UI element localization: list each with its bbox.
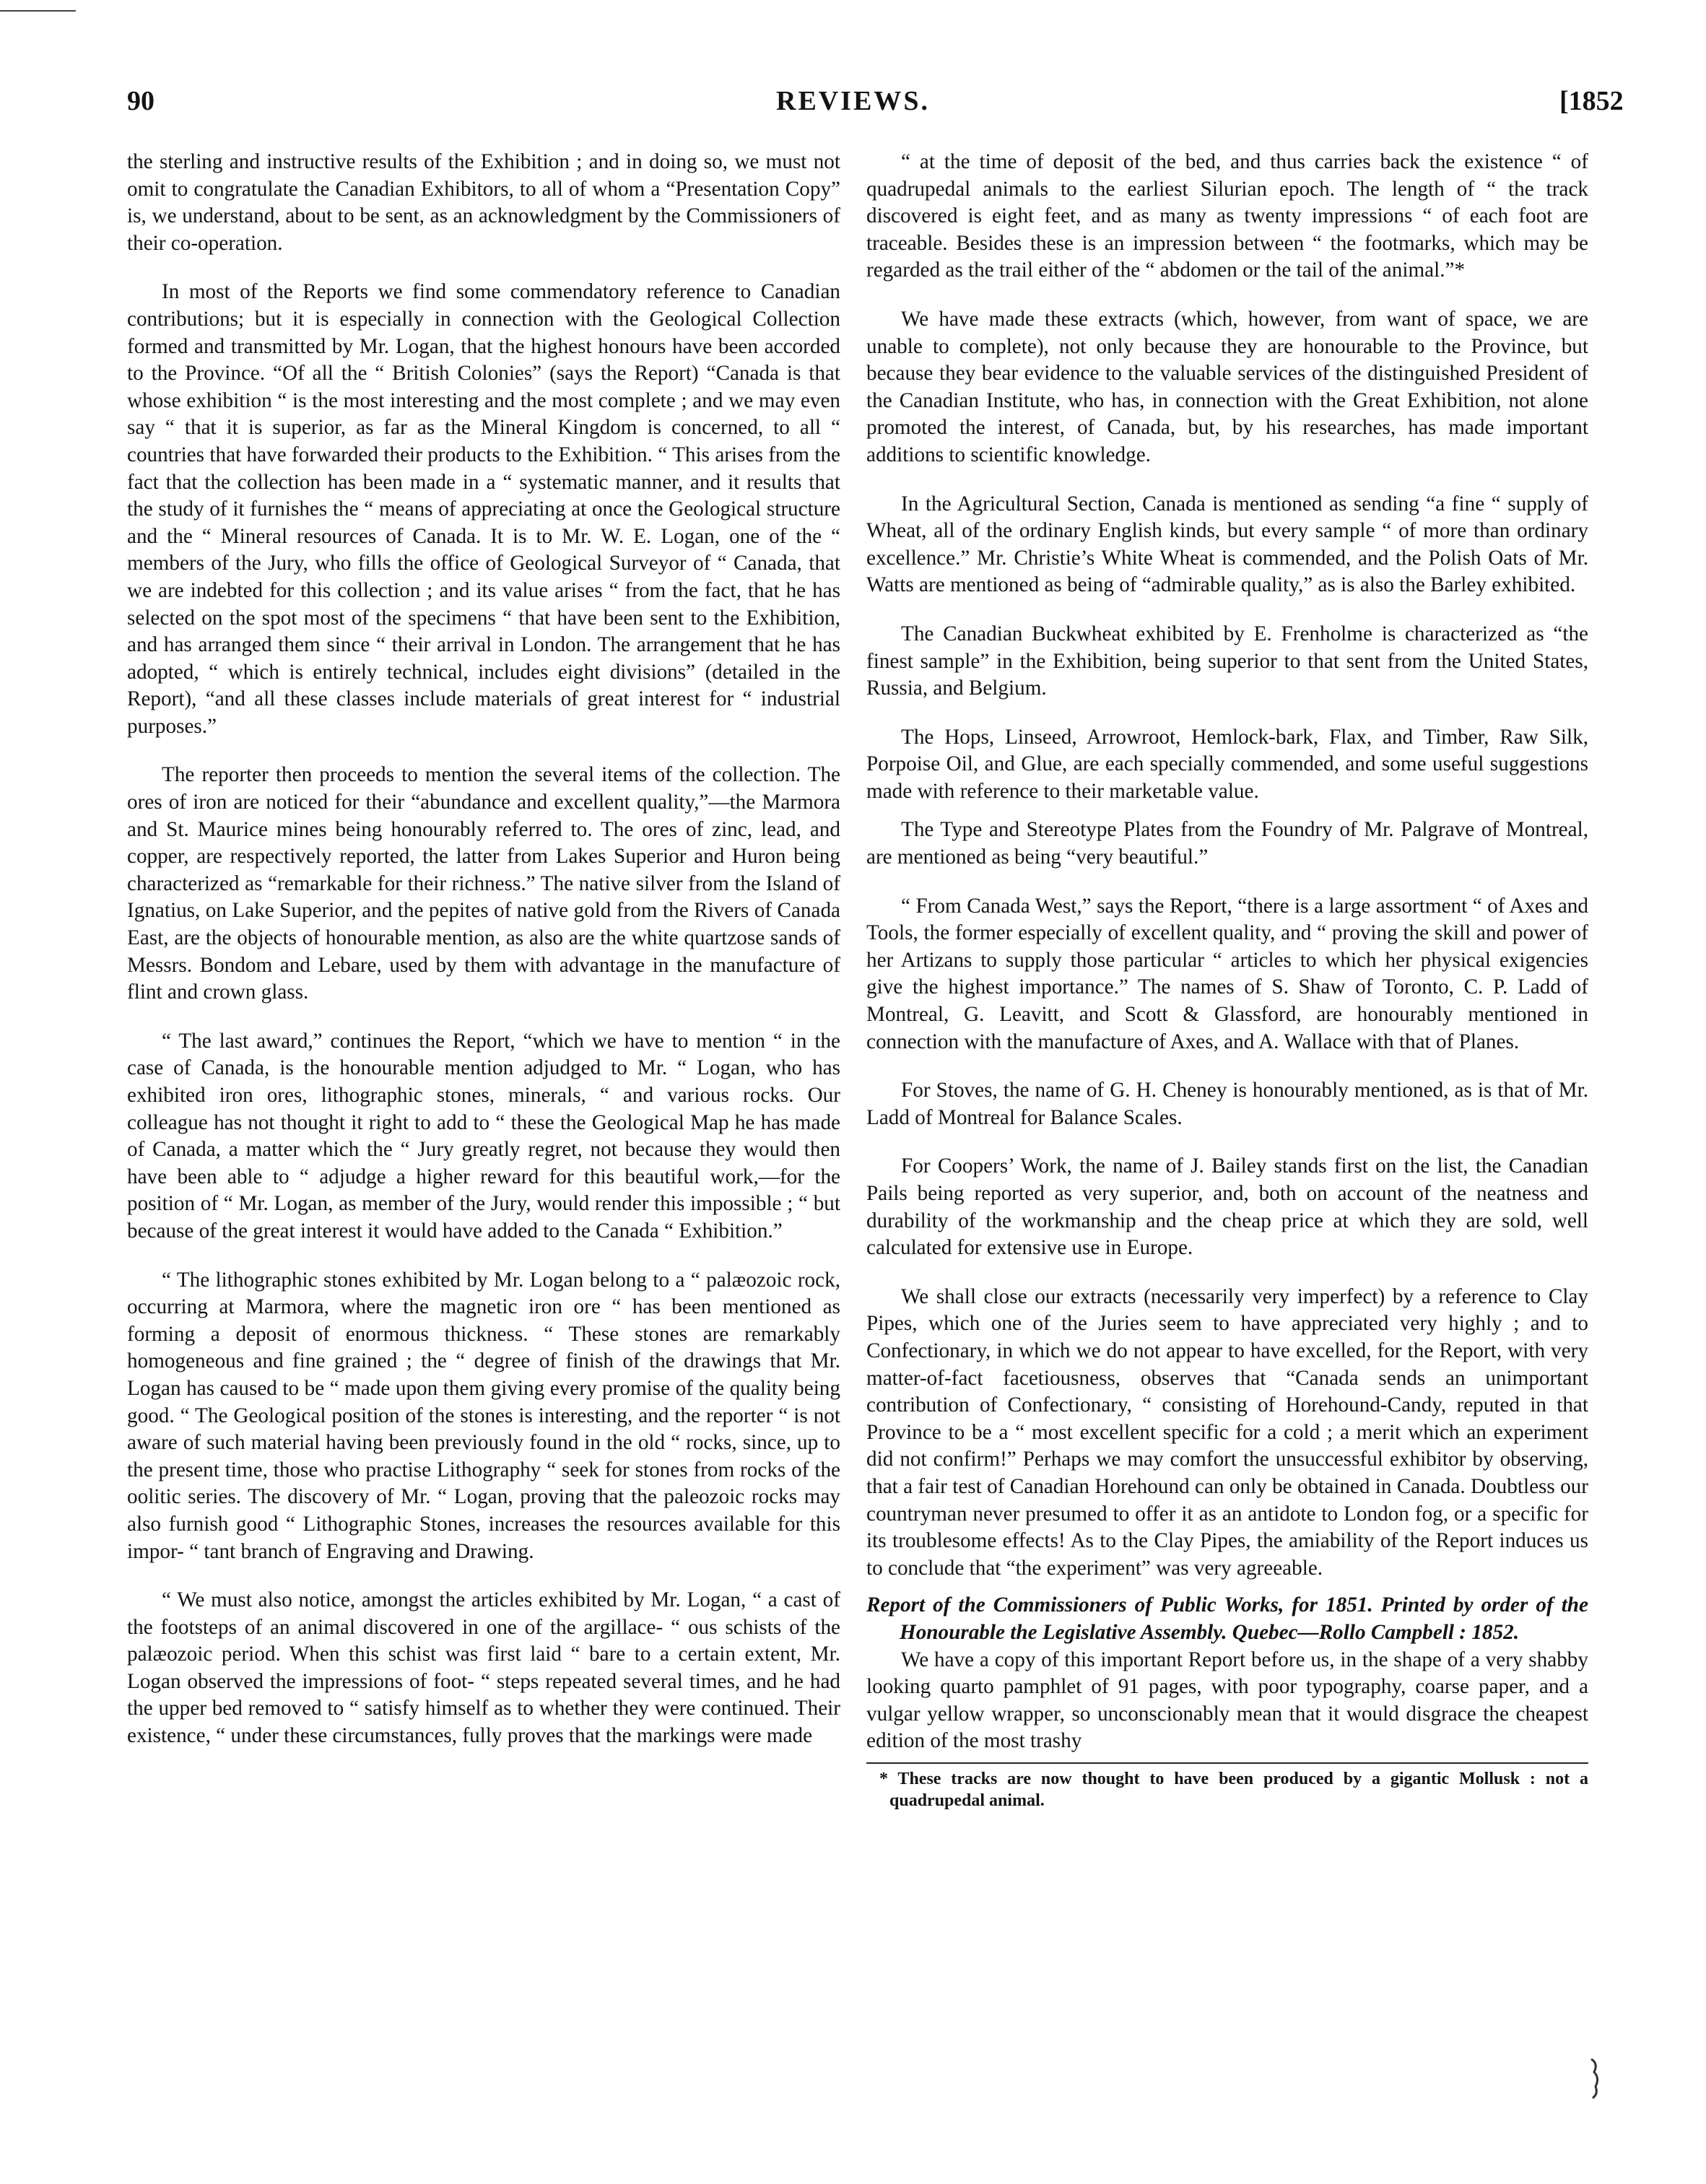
paragraph: “ From Canada West,” says the Report, “there is a large assortment “ of Axes and Tools, the former especially of excellent quality, and “ proving the skill and power of her Artizans to supply those particular “ articles to which her physical exigencies give the highest importance.” The names of S. Shaw of Toronto, C. P. Ladd of Montreal, G. Leavitt, and Scott & Glassford, are honourably mentioned in connection with the manufacture of Axes, and A. Wallace with that of Planes. — [866, 894, 1588, 1053]
paragraph: For Coopers’ Work, the name of J. Bailey stands first on the list, the Canadian Pails being reported as very superior, and, both on account of the neatness and durability of the workmanship and the cheap price at which they are sold, well calculated for extensive use in Europe. — [866, 1154, 1588, 1260]
paragraph: The reporter then proceeds to mention the several items of the collection. The ores of iron are noticed for their “abundance and excellent quality,”—the Marmora and St. Maurice mines being honourably referred to. The ores of zinc, lead, and copper, are respectively reported, the latter from Lakes Superior and Huron being characterized as “remarkable for their richness.” The native silver from the Island of Ignatius, on Lake Superior, and the pepites of native gold from the Rivers of Canada East, are the objects of honourable mention, as also are the white quartzose sands of Messrs. Bondom and Lebare, used by them with advantage in the manufacture of flint and crown glass. — [127, 763, 840, 1004]
paragraph: In the Agricultural Section, Canada is mentioned as sending “a fine “ supply of Wheat, all of the ordinary English kinds, but every sample “ of more than ordinary excellence.” Mr. Christie’s White Wheat is commended, and the Polish Oats of Mr. Watts are mentioned as being of “admirable quality,” as is also the Barley exhibited. — [866, 492, 1588, 597]
left-column — [127, 149, 840, 1750]
footnote-divider — [866, 1762, 1588, 1764]
page-number: 90 — [127, 86, 155, 116]
paragraph: We have made these extracts (which, however, from want of space, we are unable to complete), not only because they are honourable to the Province, but because they bear evidence to the valuable services of the distinguished President of the Canadian Institute, who has, in connection with the Great Exhibition, not alone promoted the interest, of Canada, but, by his researches, has made important additions to scientific knowledge. — [866, 307, 1588, 466]
paragraph: In most of the Reports we find some commendatory reference to Canadian contributions; but it is especially in connection with the Geological Collection formed and transmitted by Mr. Logan, that the highest honours have been accorded to the Province. “Of all the “ British Colonies” (says the Report) “Canada is that whose exhibition “ is the most interesting and the most complete ; and we may even say “ that it is superior, as far as the Mineral Kingdom is concerned, to all “ countries that have forwarded their products to the Exhibition. “ This arises from the fact that the collection has been made in a “ systematic manner, and it results that the study of it furnishes the “ means of appreciating at once the Geological structure and the “ Mineral resources of Canada. It is to Mr. W. E. Logan, one of the “ members of the Jury, who fills the office of Geological Surveyor of “ Canada, that we are indebted for this collection ; and its value arises “ from the fact, that he has selected on the spot most of the specimens “ that have been sent to the Exhibition, and has arranged them since “ their arrival in London. The arrangement that he has adopted, “ which is entirely technical, includes eight divisions” (detailed in the Report), “and all these classes include materials of great interest for “ industrial purposes.” — [127, 280, 840, 738]
paragraph: The Hops, Linseed, Arrowroot, Hemlock-bark, Flax, and Timber, Raw Silk, Porpoise Oil, and Glue, are each specially commended, and some useful suggestions made with reference to their marketable value. — [866, 725, 1588, 803]
paragraph: The Canadian Buckwheat exhibited by E. Frenholme is characterized as “the finest sample” in the Exhibition, being superior to that sent from the United States, Russia, and Belgium. — [866, 622, 1588, 700]
review-opening-paragraph: We have a copy of this important Report before us, in the shape of a very shabby looking quarto pamphlet of 91 pages, with poor typography, coarse paper, and a vulgar yellow wrapper, so unconscionably mean that it would disgrace the cheapest edition of the most trashy — [866, 1648, 1588, 1753]
paragraph: “ The lithographic stones exhibited by Mr. Logan belong to a “ palæozoic rock, occurring at Marmora, where the magnetic iron ore “ has been mentioned as forming a deposit of enormous thickness. “ These stones are remarkably homogeneous and fine grained ; the “ degree of finish of the drawings that Mr. Logan has caused to be “ made upon them giving every promise of the quality being good. “ The Geological position of the stones is interesting, and the reporter “ is not aware of such material having been previously found in the old “ rocks, since, up to the present time, those who practise Lithography “ seek for stones from rocks of the oolitic series. The discovery of Mr. “ Logan, proving that the paleozoic rocks may also furnish good “ Lithographic Stones, increases the resources available for this impor- “ tant branch of Engraving and Drawing. — [127, 1268, 840, 1563]
paragraph: “ at the time of deposit of the bed, and thus carries back the existence “ of quadrupedal animals to the earliest Silurian epoch. The length of “ the track discovered is eight feet, and as many as twenty impressions “ of each foot are traceable. Besides these is an impression between “ the footmarks, which may be regarded as the trail either of the “ abdomen or the tail of the animal.”* — [866, 150, 1588, 282]
paragraph: “ We must also notice, amongst the articles exhibited by Mr. Logan, “ a cast of the footsteps of an animal discovered in one of the argillace- “ ous schists of the palæozoic period. When this schist was first laid “ bare to a certain extent, Mr. Logan observed the impressions of foot- “ steps repeated several times, and he had the upper bed removed to “ satisfy himself as to whether they were continued. Their existence, “ under these circumstances, fully proves that the markings were made — [127, 1588, 840, 1748]
paragraph: We shall close our extracts (necessarily very imperfect) by a reference to Clay Pipes, which one of the Juries seem to have appreciated very highly ; and to Confectionary, in which we do not appear to have excelled, for the Report, with very matter-of-fact facetiousness, observes that “Canada sends an unimportant contribution of Confectionary, “ consisting of Horehound-Candy, reputed in that Province to be a “ most excellent specific for a cold ; a merit which an experiment did not confirm!” Perhaps we may comfort the unsuccessful exhibitor by observing, that a fair test of Canadian Horehound can only be obtained in Canada. Doubtless our countryman never presumed to offer it as an antidote to London fog, or a specific for its troublesome effects! As to the Clay Pipes, the amiability of the Report induces us to conclude that “the experiment” was very agreeable. — [866, 1284, 1588, 1580]
paragraph: “ The last award,” continues the Report, “which we have to mention “ in the case of Canada, is the honourable mention adjudged to Mr. “ Logan, who has exhibited iron ores, lithographic stones, minerals, “ and various rocks. Our colleague has not thought it right to add to “ these the Geological Map he has made of Canada, a matter which the “ Jury greatly regret, not because they would then have been able to “ adjudge a higher reward for this beautiful work,—for the position of “ Mr. Logan, as member of the Jury, would render this impossible ; “ but because of the great interest it would have added to the Canada “ Exhibition.” — [127, 1029, 840, 1243]
scan-edge-rule — [0, 10, 76, 12]
paragraph: For Stoves, the name of G. H. Cheney is honourably mentioned, as is that of Mr. Ladd of Montreal for Balance Scales. — [866, 1079, 1588, 1129]
running-year: [1852 — [1559, 86, 1624, 116]
right-column — [866, 149, 1588, 1811]
ink-blot-mark — [1588, 2056, 1603, 2100]
running-title: REVIEWS. — [776, 86, 930, 116]
reviewed-report-title: Report of the Commissioners of Public Works, for 1851. Printed by order of the Honourable the Legislative Assembly. Quebec—Rollo Campbell : 1852. — [866, 1593, 1588, 1644]
paragraph: The Type and Stereotype Plates from the Foundry of Mr. Palgrave of Montreal, are mentioned as being “very beautiful.” — [866, 818, 1588, 869]
paragraph: the sterling and instructive results of the Exhibition ; and in doing so, we must not omit to congratulate the Canadian Exhibitors, to all of whom a “Presentation Copy” is, we understand, about to be sent, as an acknowledgment by the Commissioners of their co-operation. — [127, 150, 840, 255]
footnote: * These tracks are now thought to have been produced by a gigantic Mollusk : not a quadrupedal animal. — [879, 1769, 1588, 1810]
